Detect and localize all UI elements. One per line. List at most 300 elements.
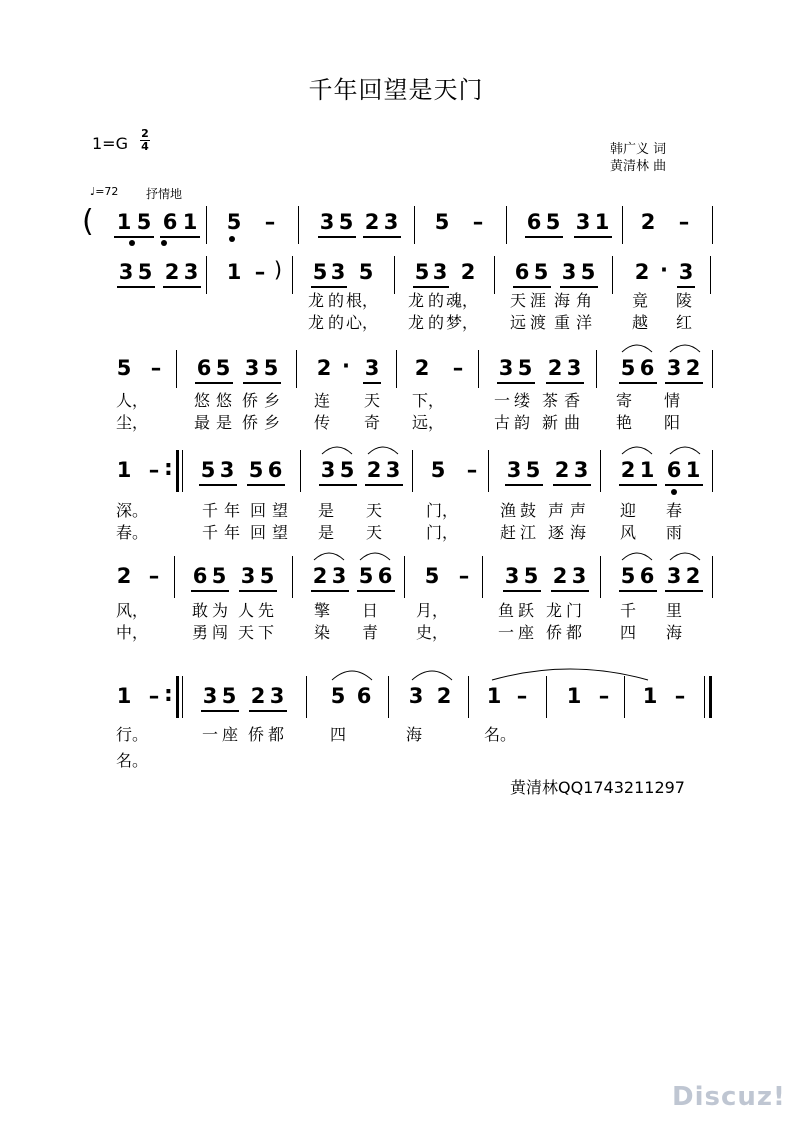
lyric-char: 尘， (116, 413, 149, 432)
tempo-value: =72 (95, 185, 119, 198)
lyric-char: 门， (426, 523, 459, 542)
lyric-char: 敢 (191, 601, 208, 620)
note: 6 (377, 564, 393, 588)
note: 6 (639, 564, 655, 588)
lyric-char: 乡 (263, 391, 280, 410)
note: 3 (571, 564, 587, 588)
note: 3 (385, 458, 401, 482)
lyric-char: 古 (493, 413, 510, 432)
note: 2 (552, 564, 568, 588)
note: 5 (226, 210, 242, 234)
lyric-char: 鱼 (497, 601, 514, 620)
open-parenthesis: ( (82, 204, 94, 239)
lyric-char: 连 (313, 391, 330, 410)
barline (482, 556, 483, 598)
lyric-char: 陵 (675, 291, 692, 310)
repeat-barline (182, 676, 183, 718)
lyric-char: 根， (346, 291, 379, 310)
barline (396, 350, 397, 388)
lyric-char: 日 (361, 601, 378, 620)
repeat-barline (182, 450, 183, 492)
barline (206, 206, 207, 244)
dash: – (472, 210, 484, 234)
lyric-char: 洋 (575, 313, 592, 332)
lyric-char: 座 (221, 725, 238, 744)
lyric-char: 雨 (665, 523, 682, 542)
lyric-char: 龙 (407, 291, 424, 310)
note: 3 (219, 458, 235, 482)
beam-underline (195, 382, 233, 384)
composer-credit: 黄清林 曲 (610, 159, 667, 174)
beam-underline (619, 382, 657, 384)
note: 3 (666, 356, 682, 380)
lyric-char: 心， (346, 313, 379, 332)
author-signature: 黄清林QQ1743211297 (510, 778, 685, 797)
beam-underline (546, 382, 584, 384)
note: 5 (620, 356, 636, 380)
lyric-char: 艳 (615, 413, 632, 432)
barline (300, 450, 301, 492)
note: 3 (678, 260, 694, 284)
lyric-char: 一 (201, 725, 218, 744)
note: 3 (202, 684, 218, 708)
lyric-char: 是 (215, 413, 232, 432)
note: 5 (430, 458, 446, 482)
lyric-char: 天 (363, 391, 380, 410)
barline (478, 350, 479, 388)
dash: – (150, 356, 162, 380)
note: 2 (640, 210, 656, 234)
note: 2 (364, 210, 380, 234)
beam-underline (503, 590, 541, 592)
lyric-char: 年 (223, 501, 240, 520)
beam-underline (363, 382, 381, 384)
lyric-char: 海 (553, 291, 570, 310)
lyric-char: 都 (565, 623, 582, 642)
lyric-char: 渔 (499, 501, 516, 520)
lyric-char: 角 (575, 291, 592, 310)
lyrics-verse-1 (0, 288, 792, 308)
note: 1 (685, 458, 701, 482)
repeat-dots: : (164, 682, 173, 707)
note: 5 (259, 564, 275, 588)
barline (596, 350, 597, 388)
note: 3 (183, 260, 199, 284)
beam-underline (619, 484, 657, 486)
lyric-char: 一 (497, 623, 514, 642)
note: 3 (244, 356, 260, 380)
barline (622, 206, 623, 244)
lyric-char: 月， (416, 601, 449, 620)
lyrics-verse-2 (0, 310, 792, 330)
lyric-char: 春。 (116, 523, 149, 542)
note: 5 (312, 260, 328, 284)
note: 2 (116, 564, 132, 588)
note: 5 (248, 458, 264, 482)
slur (320, 442, 354, 456)
lyric-char: 侨 (241, 391, 258, 410)
beam-underline (363, 236, 401, 238)
lyric-char: 人 (237, 601, 254, 620)
lyric-char: 望 (271, 501, 288, 520)
tempo-marking (90, 185, 118, 198)
key-signature: 1=G (92, 134, 128, 153)
note: 6 (514, 260, 530, 284)
note: 2 (414, 356, 430, 380)
lyric-char: 海 (665, 623, 682, 642)
lyric-char: 回 (249, 523, 266, 542)
lyric-char: 远 (509, 313, 526, 332)
lyric-char: 乡 (263, 413, 280, 432)
beam-underline (553, 484, 591, 486)
lyric-char: 侨 (545, 623, 562, 642)
lyric-char: 名。 (116, 751, 149, 770)
barline (174, 556, 175, 598)
barline (176, 350, 177, 388)
lyric-char: 回 (249, 501, 266, 520)
lyric-char: 传 (313, 413, 330, 432)
note: 1 (594, 210, 610, 234)
note: 5 (338, 210, 354, 234)
lyric-char: 声 (547, 501, 564, 520)
lyric-char: 都 (267, 725, 284, 744)
lyric-char: 天 (365, 501, 382, 520)
note: 3 (240, 564, 256, 588)
note: 1 (486, 684, 502, 708)
lyric-char: 梦， (446, 313, 479, 332)
note: 3 (573, 458, 589, 482)
note: 3 (504, 564, 520, 588)
lyric-char: 龙 (407, 313, 424, 332)
lyric-char: 擎 (313, 601, 330, 620)
note: 2 (547, 356, 563, 380)
slur (330, 666, 374, 682)
lyrics-verse-2 (0, 620, 792, 640)
note: 2 (312, 564, 328, 588)
lyric-char: 风 (619, 523, 636, 542)
note: 5 (424, 564, 440, 588)
note: 2 (316, 356, 332, 380)
lyric-char: 为 (211, 601, 228, 620)
meter-top: 2 (141, 127, 149, 140)
dash: – (148, 564, 160, 588)
lyric-char: 是 (317, 501, 334, 520)
beam-underline (619, 590, 657, 592)
barline (298, 206, 299, 244)
lyric-char: 史， (416, 623, 449, 642)
note: 5 (221, 684, 237, 708)
beam-underline (365, 484, 403, 486)
repeat-barline (176, 450, 179, 492)
lyric-char: 江 (519, 523, 536, 542)
expression-marking: 抒情地 (146, 187, 183, 201)
beam-underline (201, 710, 239, 712)
slur (312, 548, 346, 562)
barline (404, 556, 405, 598)
watermark-logo: Discuz! (672, 1082, 786, 1112)
lyric-char: 四 (329, 725, 346, 744)
note: 3 (408, 684, 424, 708)
barline (546, 676, 547, 718)
lyric-char: 茶 (541, 391, 558, 410)
beam-underline (243, 382, 281, 384)
lyric-char: 门 (565, 601, 582, 620)
note: 3 (331, 564, 347, 588)
lyric-char: 是 (317, 523, 334, 542)
repeat-barline (176, 676, 179, 718)
lyric-char: 海 (405, 725, 422, 744)
note: 5 (525, 458, 541, 482)
note: 1 (116, 210, 132, 234)
note: 1 (639, 458, 655, 482)
note: 5 (263, 356, 279, 380)
note: 2 (164, 260, 180, 284)
meter-bottom: 4 (141, 140, 149, 153)
close-parenthesis: ) (273, 258, 283, 282)
note: 1 (226, 260, 242, 284)
lyric-char: 年 (223, 523, 240, 542)
lyric-char: 越 (631, 313, 648, 332)
lyric-char: 望 (271, 523, 288, 542)
lyric-char: 龙 (545, 601, 562, 620)
lyric-char: 中， (116, 623, 149, 642)
lyric-char: 悠 (215, 391, 232, 410)
barline (712, 556, 713, 598)
low-octave-dot (129, 240, 135, 246)
dash: – (148, 458, 160, 482)
lyric-char: 迎 (619, 501, 636, 520)
barline (414, 206, 415, 244)
lyric-char: 新 (541, 413, 558, 432)
lyric-char: 悠 (193, 391, 210, 410)
lyrics-verse-1 (0, 498, 792, 518)
lyric-char: 赶 (499, 523, 516, 542)
lyric-char: 阳 (663, 413, 680, 432)
note: 3 (561, 260, 577, 284)
note: 5 (116, 356, 132, 380)
barline (712, 206, 713, 244)
lyric-char: 青 (361, 623, 378, 642)
barline (388, 676, 389, 718)
beam-underline (311, 590, 349, 592)
beam-underline (357, 590, 395, 592)
tie-slur (490, 664, 650, 682)
note: 3 (432, 260, 448, 284)
lyric-char: 下， (412, 391, 445, 410)
beam-underline (665, 590, 703, 592)
lyric-char: 渡 (529, 313, 546, 332)
quarter-note-icon: ♩ (90, 185, 96, 198)
note: 2 (685, 564, 701, 588)
barline (712, 350, 713, 388)
barline (506, 206, 507, 244)
dash: – (674, 684, 686, 708)
beam-underline (199, 484, 237, 486)
note: 3 (666, 564, 682, 588)
note: 2 (554, 458, 570, 482)
lyric-char: 先 (257, 601, 274, 620)
lyric-char: 的 (427, 291, 444, 310)
lyric-char: 的 (327, 313, 344, 332)
lyric-char: 千 (619, 601, 636, 620)
lyric-char: 侨 (241, 413, 258, 432)
lyric-char: 竟 (631, 291, 648, 310)
dash: – (678, 210, 690, 234)
beam-underline (665, 484, 703, 486)
lyric-char: 春 (665, 501, 682, 520)
note: 5 (339, 458, 355, 482)
note: 1 (642, 684, 658, 708)
slur (366, 442, 400, 456)
lyric-char: 最 (193, 413, 210, 432)
note: 5 (137, 260, 153, 284)
note: 3 (364, 356, 380, 380)
note: 5 (533, 260, 549, 284)
note: 6 (639, 356, 655, 380)
note: 3 (383, 210, 399, 234)
lyric-char: 魂， (446, 291, 479, 310)
low-octave-dot (161, 240, 167, 246)
lyric-char: 缕 (513, 391, 530, 410)
note: 2 (460, 260, 476, 284)
slur (668, 442, 702, 456)
note: 2 (250, 684, 266, 708)
lyric-char: 侨 (247, 725, 264, 744)
dash: – (264, 210, 276, 234)
lyric-char: 深。 (116, 501, 149, 520)
lyric-char: 勇 (191, 623, 208, 642)
beam-underline (114, 236, 154, 238)
note: 3 (575, 210, 591, 234)
note: 5 (545, 210, 561, 234)
lyric-char: 一 (493, 391, 510, 410)
lyrics-verse-1 (0, 388, 792, 408)
barline (292, 556, 293, 598)
lyrics-verse-2 (0, 748, 792, 768)
note: 5 (200, 458, 216, 482)
lyric-char: 行。 (116, 725, 149, 744)
barline (712, 450, 713, 492)
dash: – (516, 684, 528, 708)
slur (358, 548, 392, 562)
lyric-char: 千 (201, 523, 218, 542)
note: 5 (136, 210, 152, 234)
barline (412, 450, 413, 492)
dash: – (458, 564, 470, 588)
lyric-char: 闯 (211, 623, 228, 642)
note: 3 (118, 260, 134, 284)
final-barline (709, 676, 712, 718)
note: 5 (358, 260, 374, 284)
note: 5 (434, 210, 450, 234)
slur (668, 340, 702, 354)
barline (624, 676, 625, 718)
final-barline (704, 676, 705, 718)
note: 3 (269, 684, 285, 708)
lyric-char: 海 (569, 523, 586, 542)
lyricist-credit: 韩广义 词 (610, 142, 667, 157)
lyric-char: 奇 (363, 413, 380, 432)
beam-underline (318, 236, 356, 238)
low-octave-dot (229, 236, 235, 242)
slur (668, 548, 702, 562)
low-octave-dot (671, 489, 677, 495)
slur (410, 666, 454, 682)
dot-augmentation: · (342, 354, 350, 378)
lyric-char: 里 (665, 601, 682, 620)
dash: – (148, 684, 160, 708)
lyric-char: 韵 (513, 413, 530, 432)
barline (488, 450, 489, 492)
lyric-char: 逐 (547, 523, 564, 542)
note: 5 (414, 260, 430, 284)
lyric-char: 红 (675, 313, 692, 332)
lyric-char: 寄 (615, 391, 632, 410)
note: 6 (526, 210, 542, 234)
note: 5 (523, 564, 539, 588)
note: 1 (116, 684, 132, 708)
note: 1 (566, 684, 582, 708)
dash: – (452, 356, 464, 380)
lyric-char: 天 (237, 623, 254, 642)
note: 2 (620, 458, 636, 482)
lyric-char: 跃 (517, 601, 534, 620)
beam-underline (505, 484, 543, 486)
page-title: 千年回望是天门 (308, 76, 484, 104)
slur (620, 442, 654, 456)
lyric-char: 情 (663, 391, 680, 410)
dash: – (466, 458, 478, 482)
note: 6 (162, 210, 178, 234)
lyric-char: 重 (553, 313, 570, 332)
slur (620, 548, 654, 562)
note: 5 (211, 564, 227, 588)
lyric-char: 下 (257, 623, 274, 642)
beam-underline (525, 236, 563, 238)
note: 3 (330, 260, 346, 284)
lyric-char: 人， (116, 391, 149, 410)
lyric-char: 天 (365, 523, 382, 542)
dash: – (598, 684, 610, 708)
barline (468, 676, 469, 718)
beam-underline (239, 590, 277, 592)
note: 6 (666, 458, 682, 482)
lyric-char: 龙 (307, 291, 324, 310)
lyric-char: 风， (116, 601, 149, 620)
note: 3 (566, 356, 582, 380)
lyric-char: 涯 (529, 291, 546, 310)
note: 2 (436, 684, 452, 708)
beam-underline (319, 484, 357, 486)
note: 5 (215, 356, 231, 380)
note: 3 (506, 458, 522, 482)
slur (620, 340, 654, 354)
lyrics-verse-2 (0, 520, 792, 540)
lyric-char: 四 (619, 623, 636, 642)
note: 3 (320, 458, 336, 482)
lyric-char: 曲 (563, 413, 580, 432)
note: 1 (182, 210, 198, 234)
repeat-dots: : (164, 456, 173, 481)
beam-underline (574, 236, 612, 238)
note: 6 (192, 564, 208, 588)
note: 1 (116, 458, 132, 482)
lyric-char: 天 (509, 291, 526, 310)
note: 3 (319, 210, 335, 234)
beam-underline (665, 382, 703, 384)
note: 6 (196, 356, 212, 380)
note: 6 (356, 684, 372, 708)
